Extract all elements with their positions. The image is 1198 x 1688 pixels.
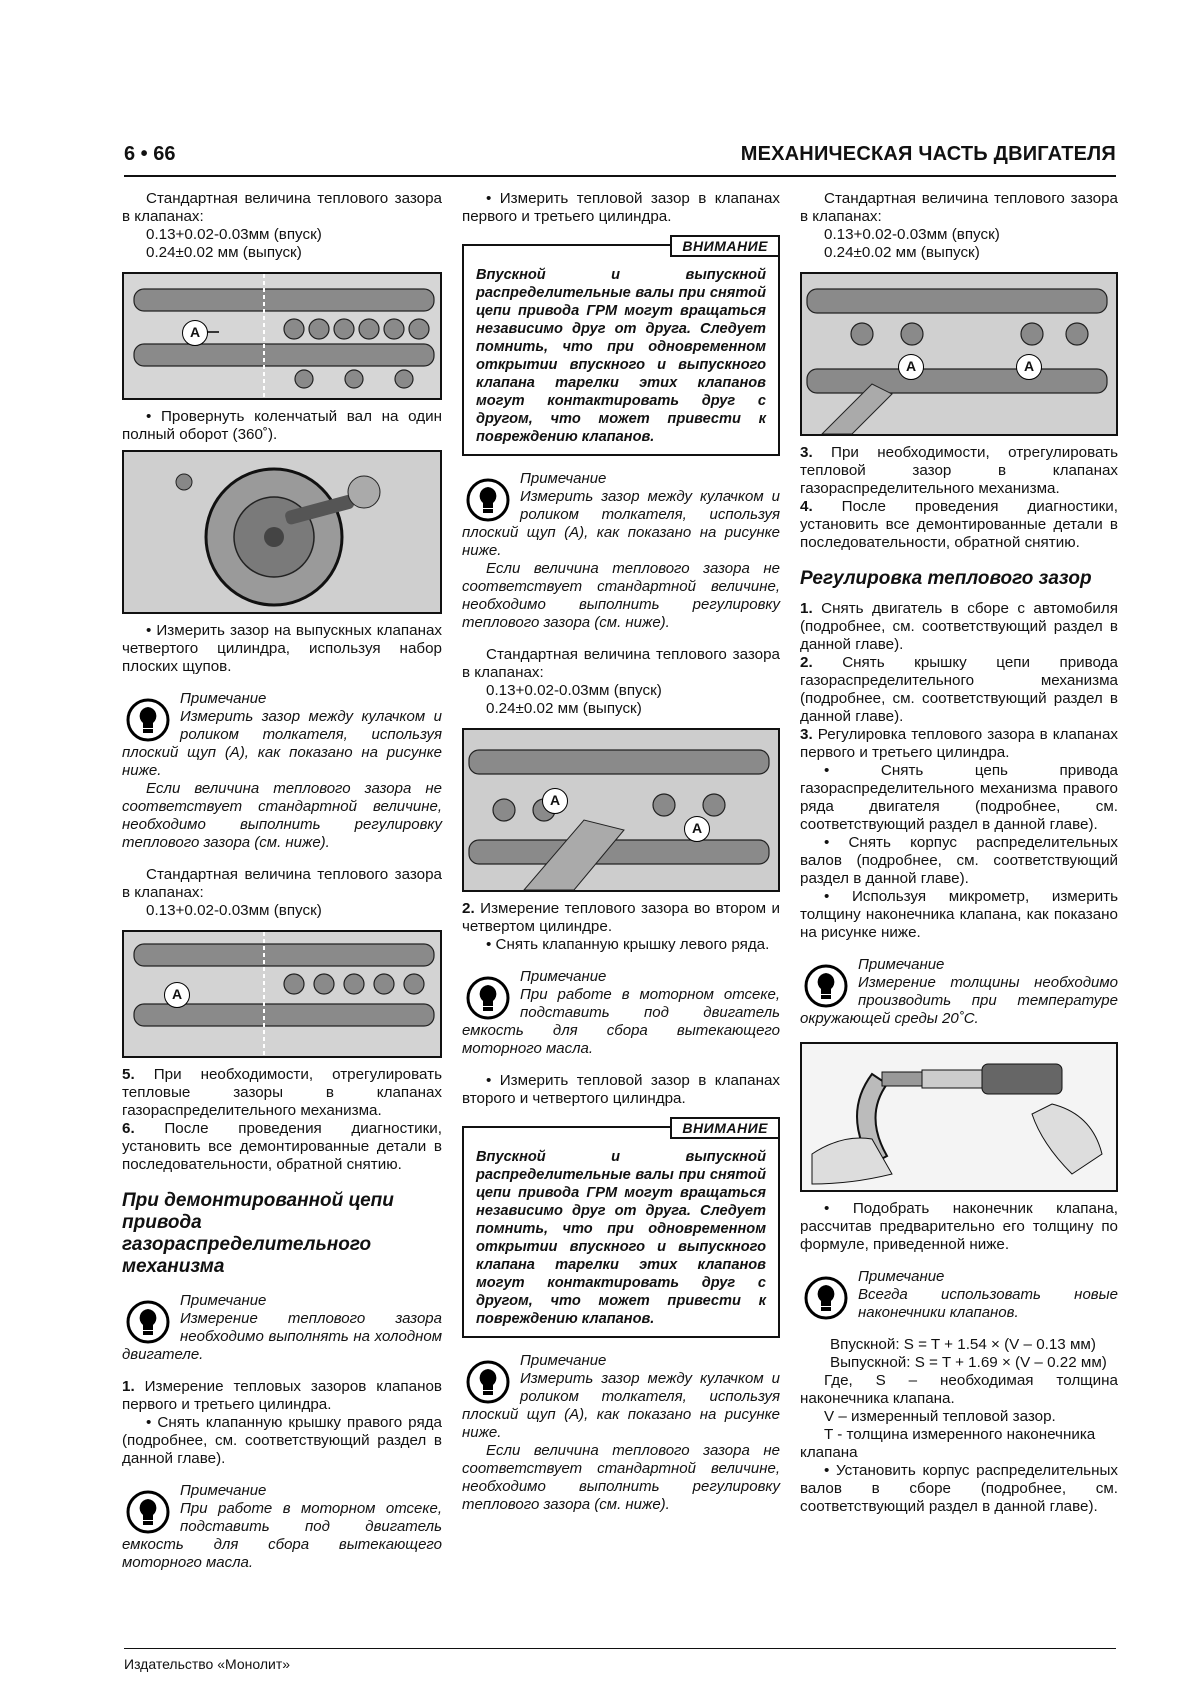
footer-rule — [124, 1648, 1116, 1649]
spec-exhaust: 0.24±0.02 мм (выпуск) — [146, 244, 302, 261]
note-text: При работе в моторном отсеке, подставить под двигатель емкость для сбора вытекающего моторного масла. — [122, 1500, 442, 1571]
adj-step-3-text: Регулировка теплового зазора в клапанах первого и третьего цилиндра. — [800, 726, 1118, 761]
step-1-text: Измерение тепловых зазоров клапанов первого и третьего цилиндра. — [122, 1378, 442, 1413]
spec-title: Стандартная величина теплового зазора в клапанах: — [800, 190, 1118, 225]
where-s: Где, S – необходимая толщина наконечника клапана. — [800, 1372, 1118, 1407]
spec-title: Стандартная величина теплового зазора в клапанах: — [122, 866, 442, 901]
step-6: 6. После проведения диагностики, установить все демонтированные детали в последовательности, обратной снятию. — [122, 1120, 442, 1173]
spec-intake: 0.13+0.02-0.03мм (впуск) — [486, 682, 662, 699]
figure-valves-exhaust — [800, 272, 1118, 436]
spec-exhaust: 0.24±0.02 мм (выпуск) — [824, 244, 980, 261]
lightbulb-icon — [466, 1360, 510, 1404]
callout-a: A — [164, 982, 190, 1008]
engine-photo — [124, 274, 440, 398]
spec-title: Стандартная величина теплового зазора в клапанах: — [122, 190, 442, 225]
lightbulb-icon — [804, 1276, 848, 1320]
crankshaft-photo — [124, 452, 440, 612]
spec-intake: 0.13+0.02-0.03мм (впуск) — [146, 902, 322, 919]
page-header — [124, 137, 1116, 177]
step-6-text: После проведения диагностики, установить все демонтированные детали в последовательности, обратной снятию. — [122, 1120, 442, 1173]
step-2-text: Измерение теплового зазора во втором и четвертом цилиндре. — [462, 900, 780, 935]
adj-step-1: 1. Снять двигатель в сборе с автомобиля (подробнее, см. соответствующий раздел в данной главе). — [800, 600, 1118, 653]
note-text: Если величина теплового зазора не соответствует стандартной величине, необходимо выполнить регулировку теплового зазора (см. ниже). — [122, 780, 442, 851]
warning-text: Впускной и выпускной распределительные валы при снятой цепи привода ГРМ могут вращаться независимо друг от друга. Следует помнить, что при одновременном открытии впускного и выпускного клапана тарелки этих клапанов могут контактировать друг с другом, что может привести к повреждению клапанов. — [476, 267, 766, 445]
note-title: Примечание — [180, 1482, 267, 1499]
warning-box — [462, 1120, 780, 1338]
callout-a: A — [542, 788, 568, 814]
note-title: Примечание — [520, 968, 607, 985]
bullet-remove-cover-left: • Снять клапанную крышку левого ряда. — [486, 936, 770, 953]
bullet-remove-chain: • Снять цепь привода газораспределительного механизма правого ряда двигателя (подробнее, см. соответствующий раздел в данной главе). — [800, 762, 1118, 833]
spec-intake: 0.13+0.02-0.03мм (впуск) — [146, 226, 322, 243]
warning-tag: ВНИМАНИЕ — [670, 235, 780, 257]
step-3-text: При необходимости, отрегулировать тепловой зазор в клапанах газораспределительного механизма. — [800, 444, 1118, 497]
heading-adjustment: Регулировка теплового зазор — [800, 568, 1092, 589]
where-t: T - толщина измеренного наконечника клапана — [800, 1426, 1096, 1461]
spec-exhaust: 0.24±0.02 мм (выпуск) — [486, 700, 642, 717]
note-text: Измерить зазор между кулачком и роликом толкателя, используя плоский щуп (A), как показано на рисунке ниже. — [122, 708, 442, 779]
bullet-remove-housing: • Снять корпус распределительных валов (подробнее, см. соответствующий раздел в данной главе). — [800, 834, 1118, 887]
spec-block — [800, 190, 1118, 262]
bullet-measure-exhaust: • Измерить зазор на выпускных клапанах четвертого цилиндра, используя набор плоских щупов. — [122, 622, 442, 675]
warning-box — [462, 238, 780, 456]
note-title: Примечание — [180, 690, 267, 707]
lightbulb-icon — [466, 976, 510, 1020]
note-engine-support — [462, 968, 780, 1058]
spec-block — [462, 646, 780, 718]
bullet-crank: • Провернуть коленчатый вал на один полный оборот (360˚). — [122, 408, 442, 443]
note-title: Примечание — [858, 1268, 945, 1285]
callout-a: A — [684, 816, 710, 842]
lightbulb-icon — [804, 964, 848, 1008]
adj-step-2-text: Снять крышку цепи привода газораспределительного механизма (подробнее, см. соответствующий раздел в данной главе). — [800, 654, 1118, 725]
callout-a: A — [898, 354, 924, 380]
note-engine-support — [122, 1482, 442, 1572]
figure-valves-intake — [122, 930, 442, 1058]
step-2: 2. Измерение теплового зазора во втором и четвертом цилиндре. — [462, 900, 780, 935]
warning-tag: ВНИМАНИЕ — [670, 1117, 780, 1139]
note-feeler-1 — [122, 690, 442, 852]
step-3: 3. При необходимости, отрегулировать тепловой зазор в клапанах газораспределительного механизма. — [800, 444, 1118, 497]
note-feeler-3 — [462, 1352, 780, 1514]
bullet-install-housing: • Установить корпус распределительных валов в сборе (подробнее, см. соответствующий раздел в данной главе). — [800, 1462, 1118, 1515]
step-1: 1. Измерение тепловых зазоров клапанов первого и третьего цилиндра. — [122, 1378, 442, 1413]
formula-exhaust: Выпускной: S = T + 1.69 × (V – 0.22 мм) — [830, 1354, 1107, 1371]
where-v: V – измеренный тепловой зазор. — [824, 1408, 1056, 1425]
callout-a: A — [182, 320, 208, 346]
step-4: 4. После проведения диагностики, установить все демонтированные детали в последовательности, обратной снятию. — [800, 498, 1118, 551]
bullet-select-tip: • Подобрать наконечник клапана, рассчитав предварительно его толщину по формуле, приведенной ниже. — [800, 1200, 1118, 1253]
spec-title: Стандартная величина теплового зазора в клапанах: — [462, 646, 780, 681]
engine-photo — [802, 274, 1116, 434]
adj-step-2: 2. Снять крышку цепи привода газораспределительного механизма (подробнее, см. соответствующий раздел в данной главе). — [800, 654, 1118, 725]
column-2 — [462, 190, 780, 1528]
callout-a: A — [1016, 354, 1042, 380]
lightbulb-icon — [466, 478, 510, 522]
note-title: Примечание — [520, 1352, 607, 1369]
note-title: Примечание — [520, 470, 607, 487]
step-4-text: После проведения диагностики, установить все демонтированные детали в последовательности, обратной снятию. — [800, 498, 1118, 551]
note-text: При работе в моторном отсеке, подставить под двигатель емкость для сбора вытекающего моторного масла. — [462, 986, 780, 1057]
figure-micrometer — [800, 1042, 1118, 1192]
bullet-measure-1-3: • Измерить тепловой зазор в клапанах первого и третьего цилиндра. — [462, 190, 780, 225]
formula-intake: Впускной: S = T + 1.54 × (V – 0.13 мм) — [830, 1336, 1096, 1353]
spec-block-intake — [122, 866, 442, 920]
bullet-measure-2-4: • Измерить тепловой зазор в клапанах второго и четвертого цилиндра. — [462, 1072, 780, 1107]
figure-crankshaft — [122, 450, 442, 614]
spec-intake: 0.13+0.02-0.03мм (впуск) — [824, 226, 1000, 243]
bullet-micrometer: • Используя микрометр, измерить толщину наконечника клапана, как показано на рисунке ниже. — [800, 888, 1118, 941]
section-title: МЕХАНИЧЕСКАЯ ЧАСТЬ ДВИГАТЕЛЯ — [740, 143, 1116, 165]
adj-step-3: 3. Регулировка теплового зазора в клапанах первого и третьего цилиндра. — [800, 726, 1118, 761]
note-text: Измерение теплового зазора необходимо выполнять на холодном двигателе. — [122, 1310, 442, 1363]
bullet-remove-cover-right: • Снять клапанную крышку правого ряда (подробнее, см. соответствующий раздел в данной главе). — [122, 1414, 442, 1467]
page-number: 6 • 66 — [124, 143, 176, 165]
warning-text: Впускной и выпускной распределительные валы при снятой цепи привода ГРМ могут вращаться независимо друг от друга. Следует помнить, что при одновременном открытии впускного и выпускного клапана тарелки этих клапанов могут контактировать друг с другом, что может привести к повреждению клапанов. — [476, 1149, 766, 1327]
note-title: Примечание — [180, 1292, 267, 1309]
note-new-tips — [800, 1268, 1118, 1322]
note-text: Если величина теплового зазора не соответствует стандартной величине, необходимо выполнить регулировку теплового зазора (см. ниже). — [462, 560, 780, 631]
spec-block — [122, 190, 442, 262]
lightbulb-icon — [126, 1490, 170, 1534]
note-text: Измерить зазор между кулачком и роликом толкателя, используя плоский щуп (A), как показано на рисунке ниже. — [462, 488, 780, 559]
publisher: Издательство «Монолит» — [124, 1656, 291, 1672]
note-text: Измерить зазор между кулачком и роликом толкателя, используя плоский щуп (A), как показано на рисунке ниже. — [462, 1370, 780, 1441]
note-temperature — [800, 956, 1118, 1028]
step-5-text: При необходимости, отрегулировать тепловые зазоры в клапанах газораспределительного механизма. — [122, 1066, 442, 1119]
note-text: Если величина теплового зазора не соответствует стандартной величине, необходимо выполнить регулировку теплового зазора (см. ниже). — [462, 1442, 780, 1513]
note-text: Измерение толщины необходимо производить при температуре окружающей среды 20˚С. — [800, 974, 1118, 1027]
note-feeler-2 — [462, 470, 780, 632]
lightbulb-icon — [126, 698, 170, 742]
heading-chain-removed: При демонтированной цепи привода газораспределительного механизма — [122, 1190, 394, 1277]
adj-step-1-text: Снять двигатель в сборе с автомобиля (подробнее, см. соответствующий раздел в данной главе). — [800, 600, 1118, 653]
note-cold-engine — [122, 1292, 442, 1364]
column-1 — [122, 190, 442, 1586]
engine-photo — [464, 730, 778, 890]
micrometer-illustration — [802, 1044, 1116, 1190]
column-3 — [800, 190, 1118, 1516]
step-5: 5. При необходимости, отрегулировать тепловые зазоры в клапанах газораспределительного механизма. — [122, 1066, 442, 1119]
figure-valves-right-bank — [122, 272, 442, 400]
figure-valves-left-bank — [462, 728, 780, 892]
lightbulb-icon — [126, 1300, 170, 1344]
header-rule — [124, 175, 1116, 177]
note-title: Примечание — [858, 956, 945, 973]
note-text: Всегда использовать новые наконечники клапанов. — [858, 1286, 1118, 1321]
